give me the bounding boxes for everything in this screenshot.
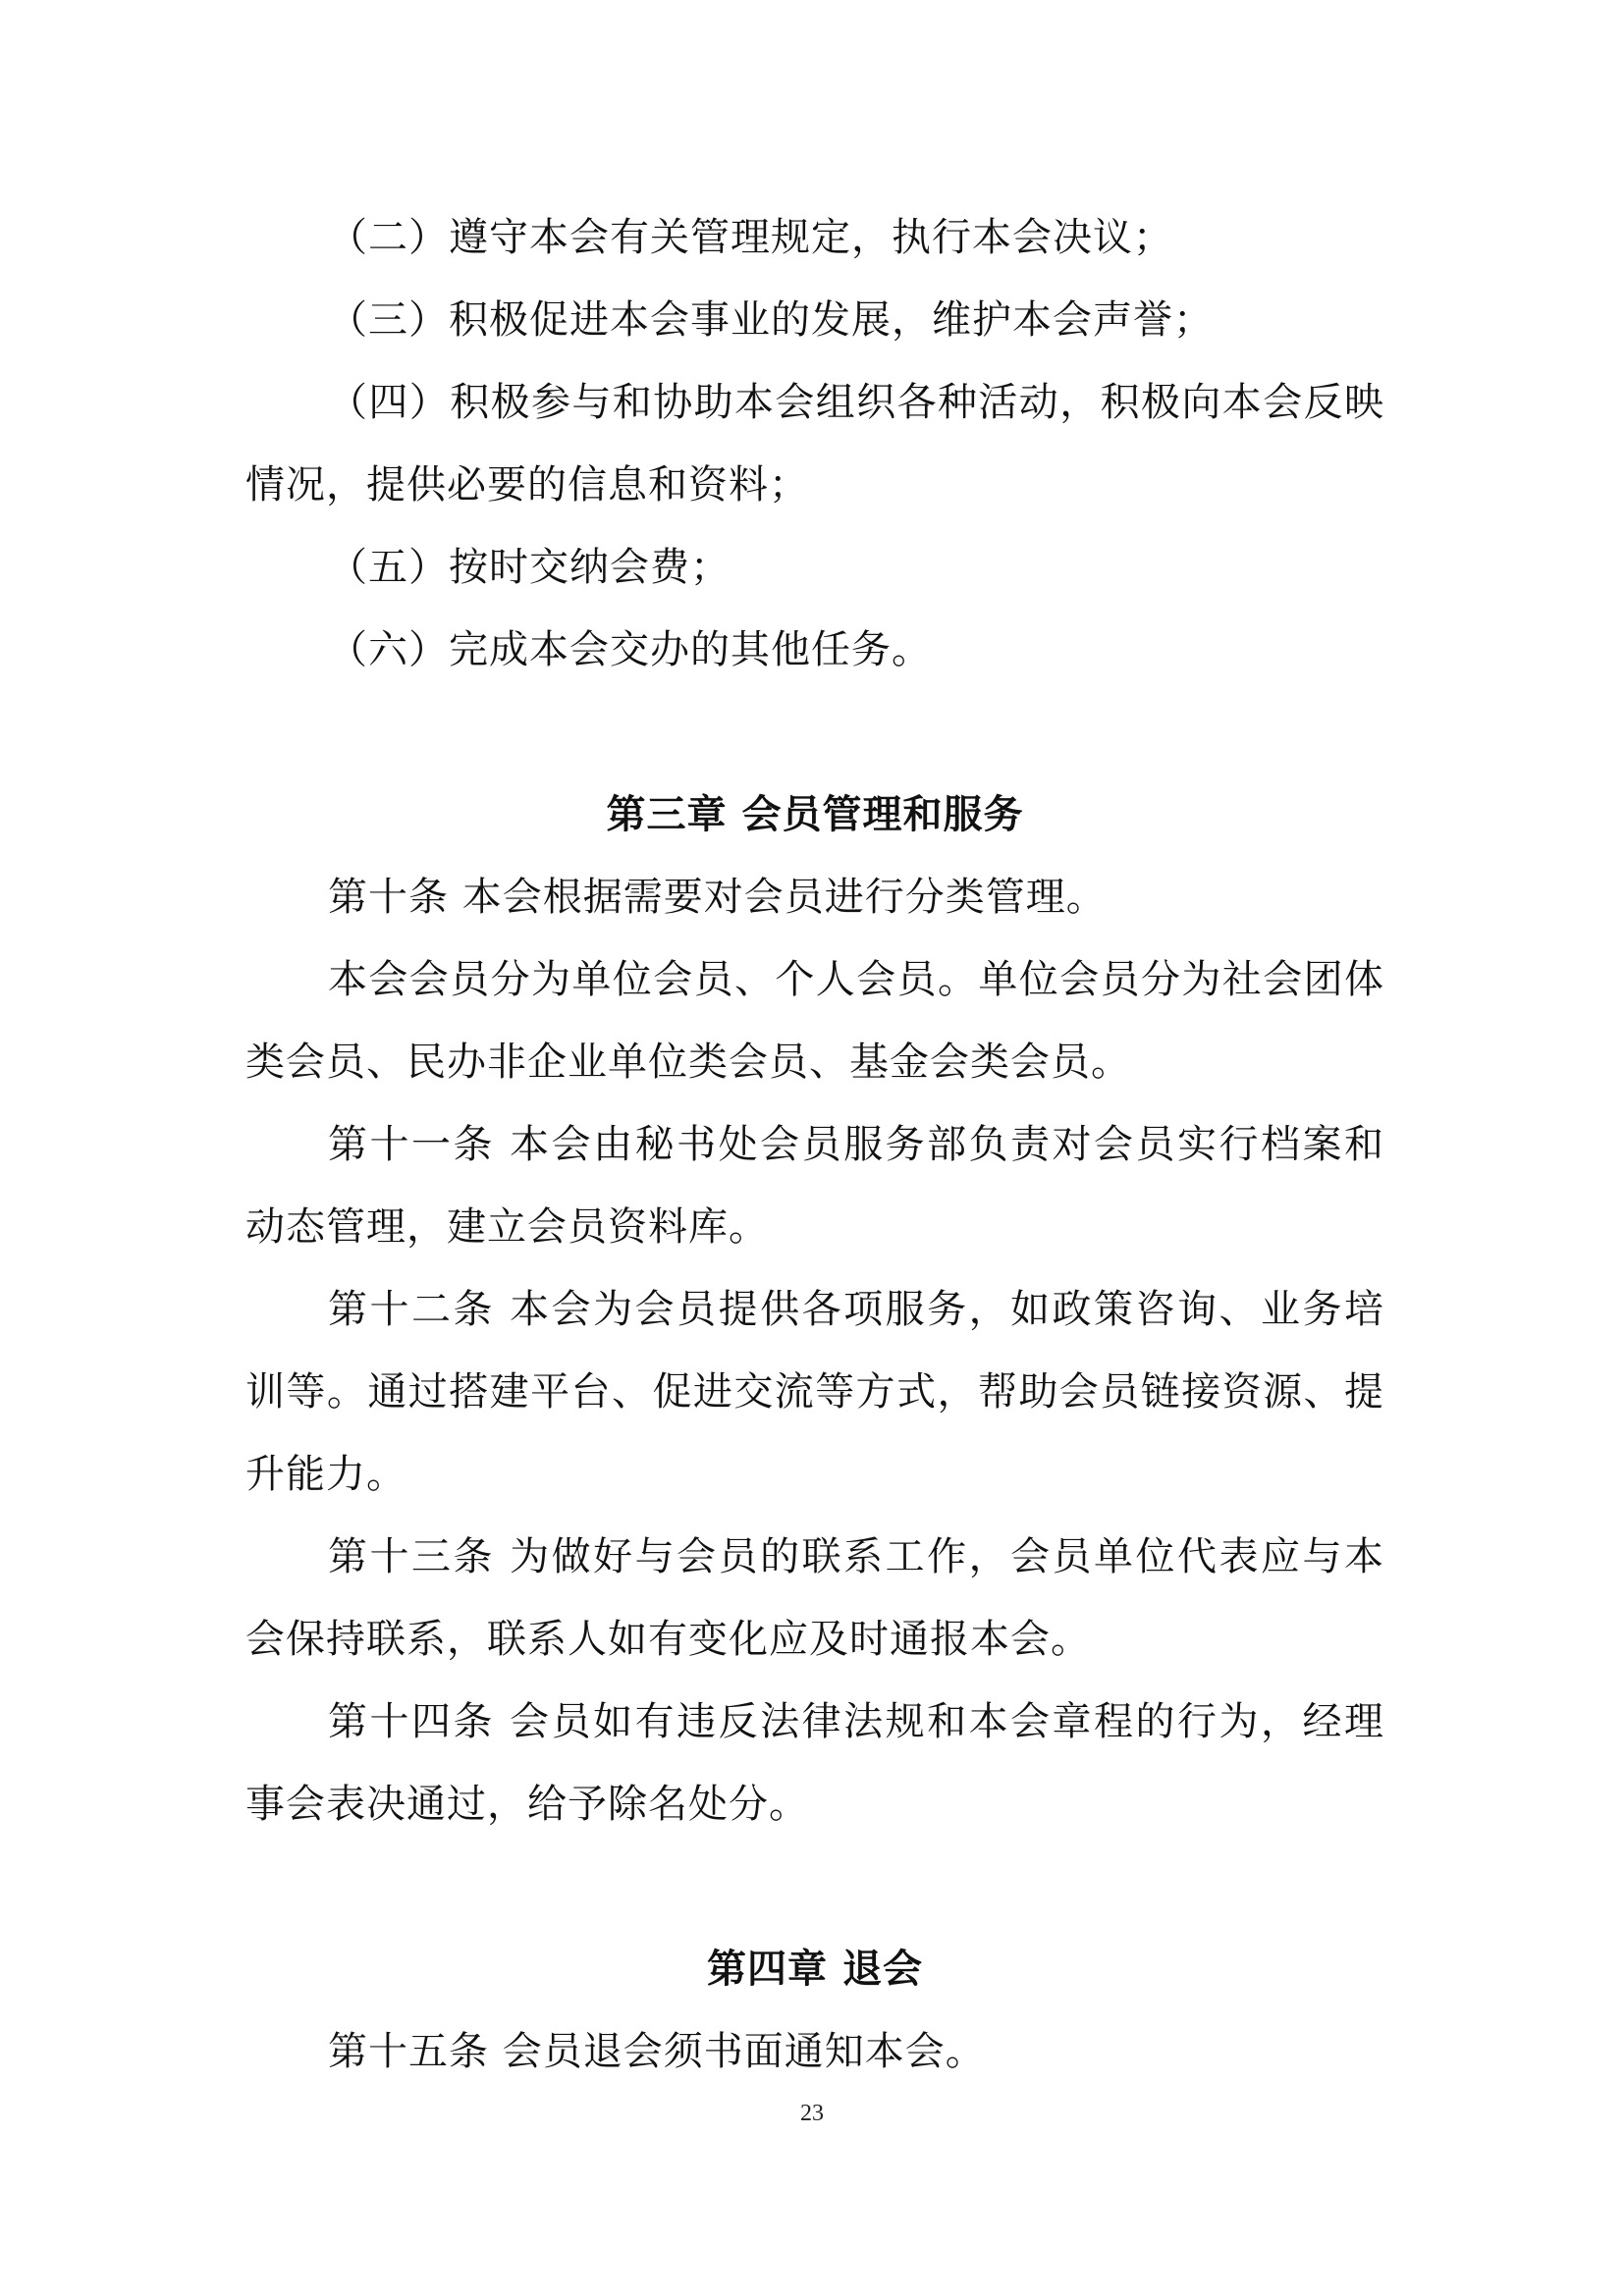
section-gap (245, 1845, 1384, 1928)
section-gap (245, 691, 1384, 774)
paragraph-duty-5: （五）按时交纳会费； (328, 545, 731, 590)
page-number: 23 (800, 2101, 824, 2126)
paragraph-duty-6: （六）完成本会交办的其他任务。 (328, 627, 932, 672)
article-12: 第十二条 本会为会员提供各项服务，如政策咨询、业务培训等。通过搭建平台、促进交流等方式，帮助会员链接资源、提升能力。 (245, 1287, 1384, 1497)
article-14: 第十四条 会员如有违反法律法规和本会章程的行为，经理事会表决通过，给予除名处分。 (245, 1699, 1384, 1827)
article-10-detail: 本会会员分为单位会员、个人会员。单位会员分为社会团体类会员、民办非企业单位类会员、基金会类会员。 (245, 957, 1384, 1085)
document-body (245, 196, 1384, 2093)
chapter-4-title: 第四章 退会 (707, 1947, 923, 1992)
article-13: 第十三条 为做好与会员的联系工作，会员单位代表应与本会保持联系，联系人如有变化应及时通报本会。 (245, 1534, 1384, 1662)
paragraph-duty-3: （三）积极促进本会事业的发展，维护本会声誉； (328, 297, 1214, 343)
article-10: 第十条 本会根据需要对会员进行分类管理。 (328, 875, 1107, 920)
chapter-3-title: 第三章 会员管理和服务 (606, 792, 1024, 837)
paragraph-duty-2: （二）遵守本会有关管理规定，执行本会决议； (328, 215, 1173, 260)
paragraph-duty-4: （四）积极参与和协助本会组织各种活动，积极向本会反映情况，提供必要的信息和资料； (245, 380, 1384, 507)
article-11: 第十一条 本会由秘书处会员服务部负责对会员实行档案和动态管理，建立会员资料库。 (245, 1122, 1384, 1250)
article-15: 第十五条 会员退会须书面通知本会。 (328, 2029, 986, 2074)
